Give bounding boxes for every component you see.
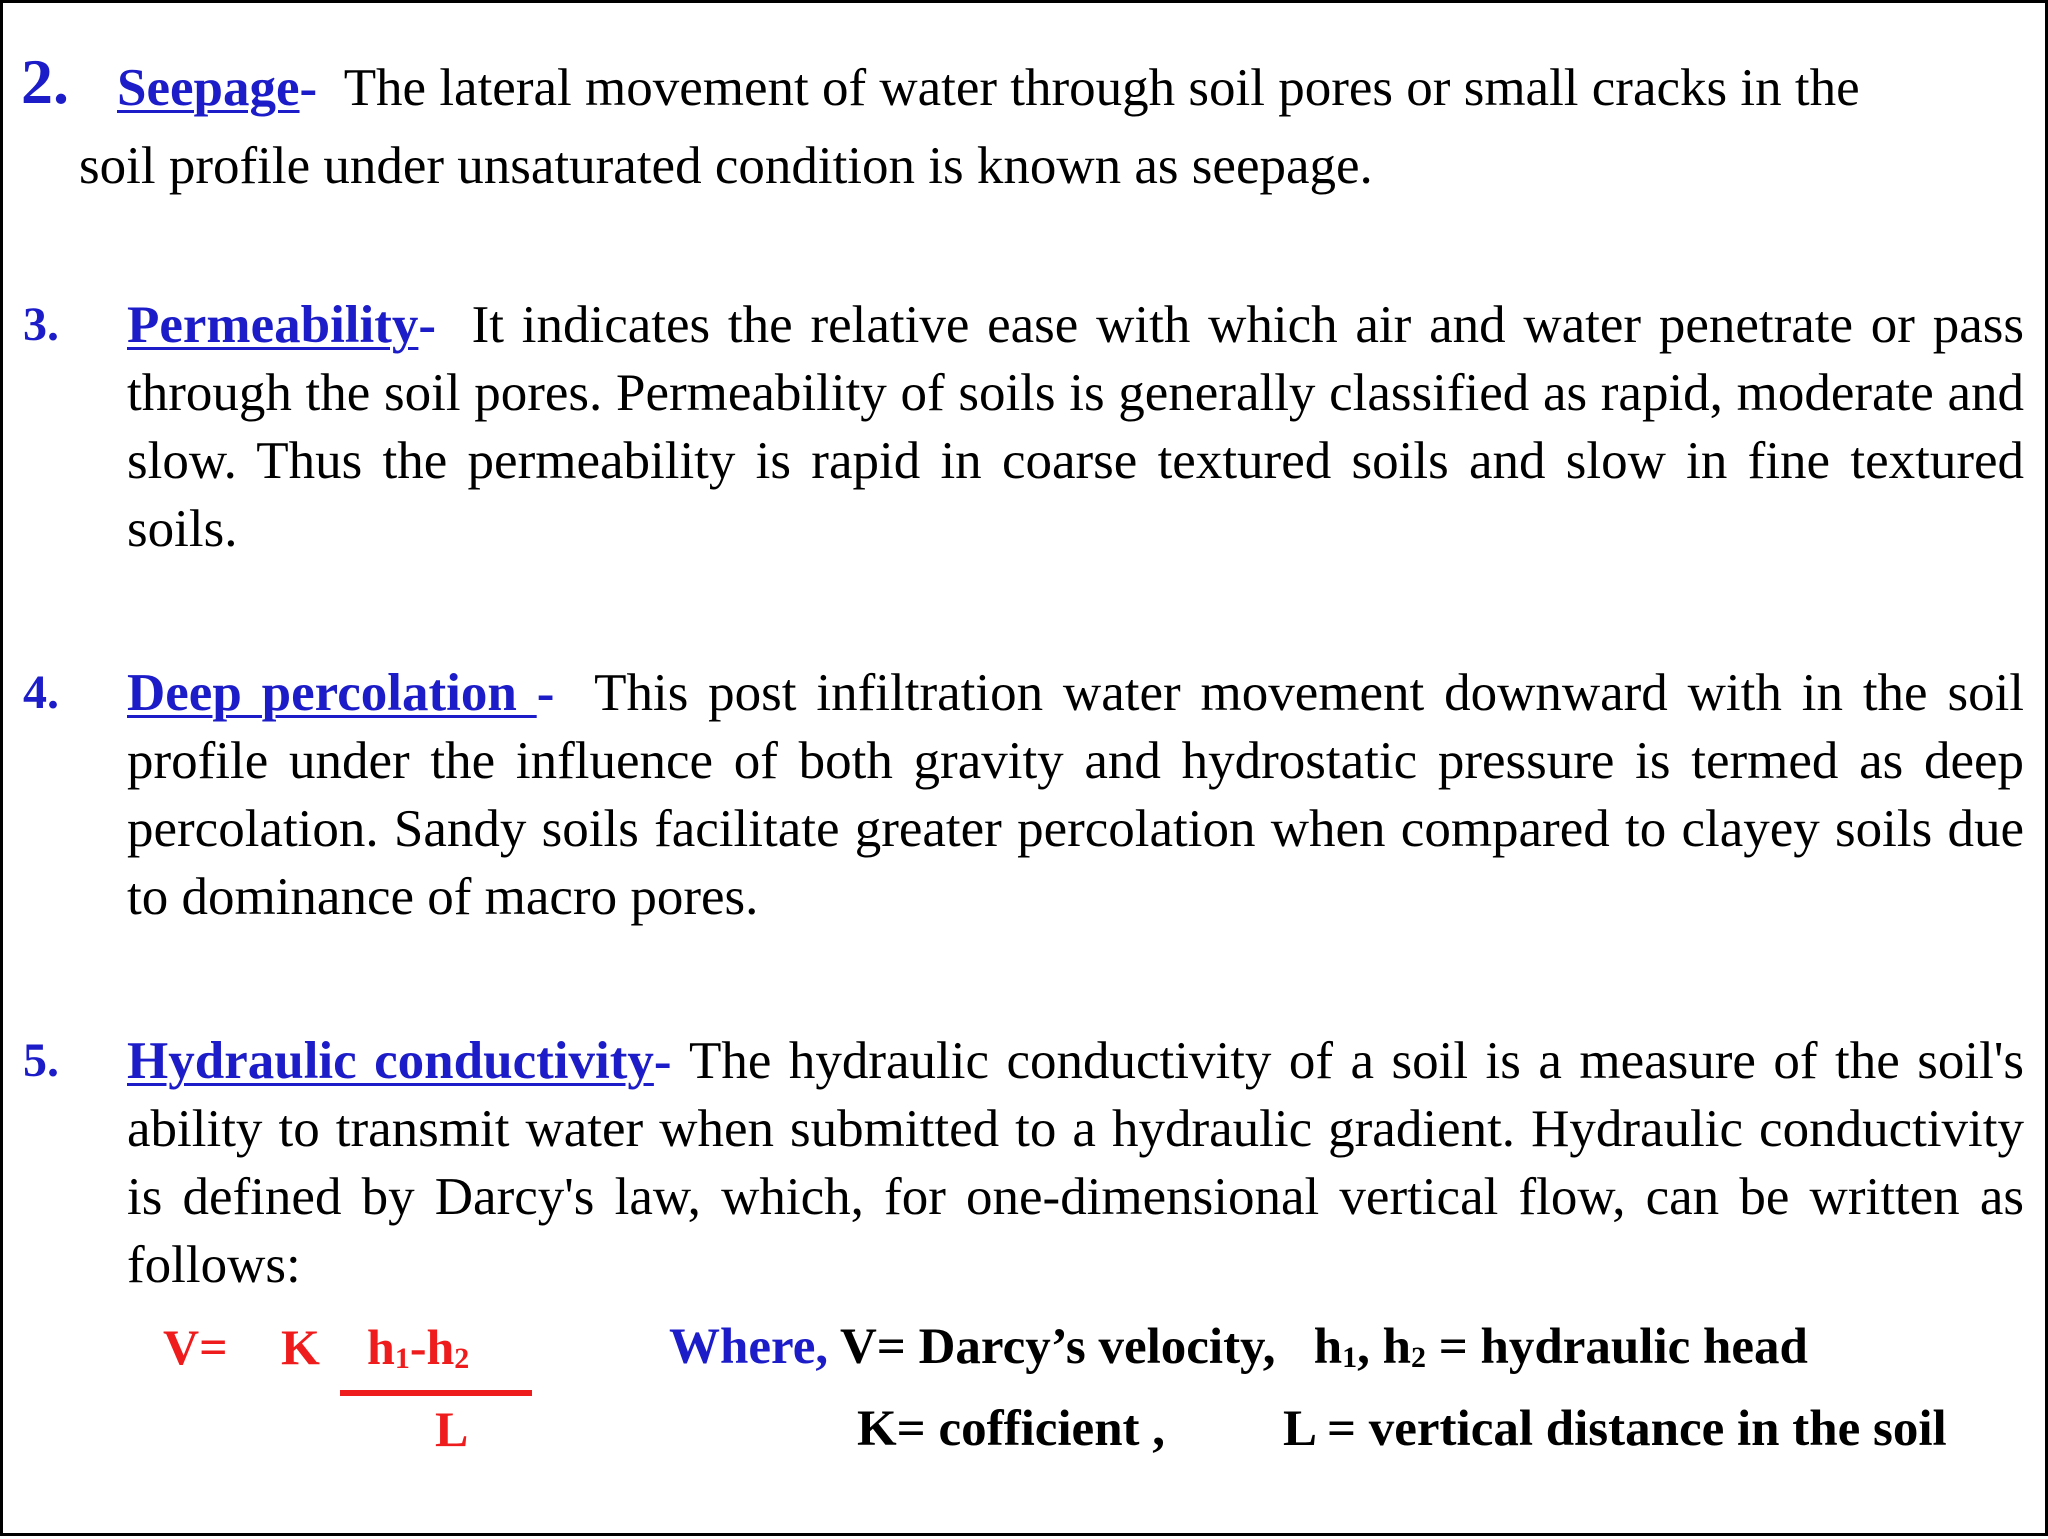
term-permeability: Permeability xyxy=(127,296,419,354)
term-separator: - xyxy=(536,664,555,722)
legend-v-definition: V= Darcy’s velocity, xyxy=(839,1319,1276,1375)
definition-body: The hydraulic conductivity of a soil is a measure of the soil's ability to transmit water when submitted to a hydraulic gradient. Hydraulic conductivity is defined by Darcy's law, which, for one-dimensional vertical flow, can be written as follows: xyxy=(127,1032,2024,1294)
formula-coefficient: K xyxy=(281,1319,320,1375)
definition-text xyxy=(127,291,2024,563)
legend-h-definition: $h_1$, $h_2$ = hydraulic head xyxy=(1313,1319,1808,1375)
definition-text xyxy=(127,659,2024,931)
term-separator: - xyxy=(653,1032,672,1090)
formula-numerator: $h_1-h_2$ xyxy=(367,1319,470,1375)
item-number: 4. xyxy=(23,666,59,719)
term-separator: - xyxy=(418,296,437,354)
item-number: 2. xyxy=(21,46,69,117)
term-seepage: Seepage xyxy=(117,59,300,117)
definition-body: This post infiltration water movement downward with in the soil profile under the influence of both gravity and hydrostatic pressure is termed as deep percolation. Sandy soils facilitate greater percolation when compared to clayey soils due to dominance of macro pores. xyxy=(127,664,2025,926)
fraction-bar xyxy=(340,1390,532,1396)
legend-l-definition: L = vertical distance in the soil xyxy=(1283,1401,1947,1457)
definition-body-first: The lateral movement of water through soil pores or small cracks in the xyxy=(343,59,1860,117)
legend-k-definition: K= cofficient , xyxy=(857,1401,1166,1457)
term-deep-percolation: Deep percolation xyxy=(127,664,537,722)
legend-where-line xyxy=(669,1317,1808,1388)
legend-where: Where, xyxy=(669,1319,829,1375)
definition-body: It indicates the relative ease with which air and water penetrate or pass through the soil pores. Permeability of soils is generally classified as rapid, moderate and slow. Thus the permeability is rapid in coarse textured soils and slow in fine textured soils. xyxy=(127,296,2025,558)
formula-denominator: L xyxy=(435,1401,469,1457)
term-hydraulic-conductivity: Hydraulic conductivity xyxy=(127,1032,654,1090)
term-separator: - xyxy=(299,59,318,117)
formula-lhs: V= xyxy=(163,1319,228,1375)
item-number: 5. xyxy=(23,1034,59,1087)
item-number: 3. xyxy=(23,298,59,351)
definition-body-rest: soil profile under unsaturated condition is known as seepage. xyxy=(79,137,1373,195)
definition-text xyxy=(79,49,2024,205)
definition-text xyxy=(127,1027,2024,1299)
